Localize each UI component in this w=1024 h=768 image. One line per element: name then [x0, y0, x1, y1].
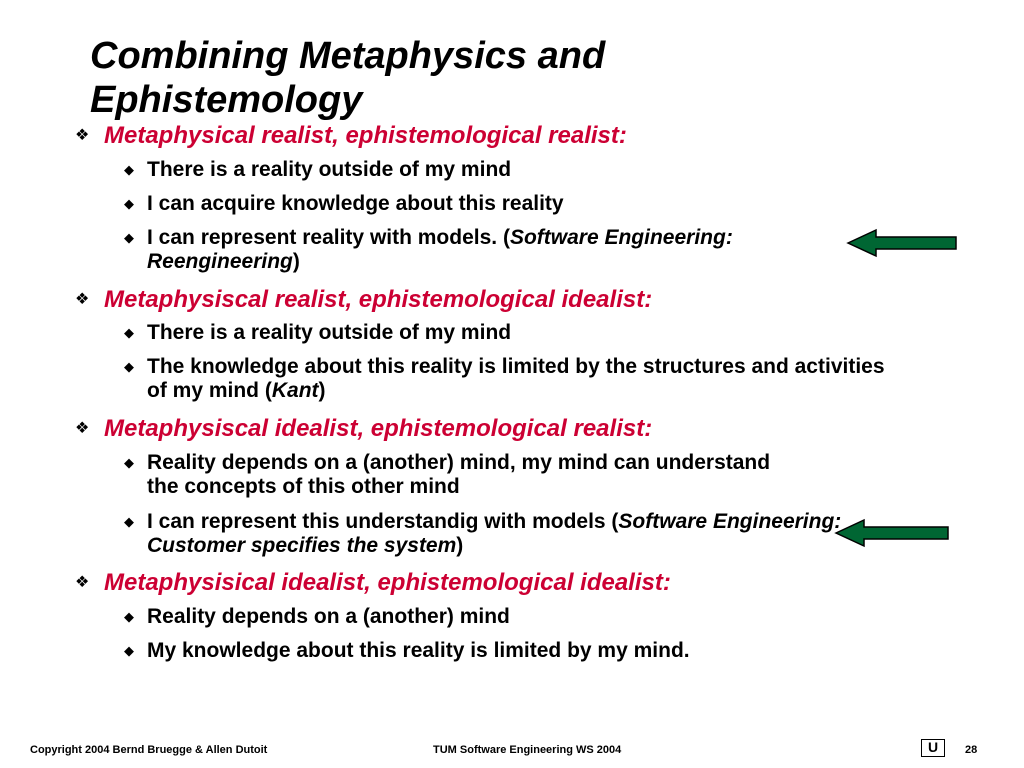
bullet-text: The knowledge about this reality is limited by the structures and activities of my mind (: [147, 355, 885, 402]
bullet-text: ): [318, 379, 326, 402]
green-left-arrow-icon: [846, 227, 958, 259]
slide-title: Combining Metaphysics and Ephistemology: [90, 35, 606, 121]
bullet-item: [147, 226, 867, 274]
diamond-bullet-icon: ◆: [124, 196, 134, 211]
bullet-item: I can acquire knowledge about this reality: [147, 192, 564, 215]
bullet-item: [147, 355, 887, 403]
section-heading: Metaphysical realist, ephistemological realist:: [104, 122, 627, 149]
diamond-bullet-icon: ◆: [124, 514, 134, 529]
diamond-bullet-icon: ◆: [124, 609, 134, 624]
bullet-item: My knowledge about this reality is limited by my mind.: [147, 639, 690, 662]
diamond-bullet-icon: ◆: [124, 162, 134, 177]
bullet-emphasis: Kant: [271, 379, 319, 402]
four-diamond-bullet-icon: ❖: [75, 291, 90, 308]
bullet-emphasis: Software Engineering: Reengineering: [147, 226, 733, 273]
diamond-bullet-icon: ◆: [124, 643, 134, 658]
bullet-text: ): [456, 534, 464, 557]
bullet-item: Reality depends on a (another) mind: [147, 605, 510, 628]
four-diamond-bullet-icon: ❖: [75, 574, 90, 591]
bullet-text: ): [292, 250, 300, 273]
section-heading: Metaphysiscal idealist, ephistemological realist:: [104, 415, 653, 442]
four-diamond-bullet-icon: ❖: [75, 420, 90, 437]
diamond-bullet-icon: ◆: [124, 359, 134, 374]
bullet-emphasis: Software Engineering: Customer specifies the system: [147, 510, 842, 557]
bullet-text: I can represent this understandig with models (: [147, 510, 619, 533]
diamond-bullet-icon: ◆: [124, 230, 134, 245]
diamond-bullet-icon: ◆: [124, 325, 134, 340]
section-heading: Metaphysisical idealist, ephistemological idealist:: [104, 569, 671, 596]
diamond-bullet-icon: ◆: [124, 455, 134, 470]
bullet-item: Reality depends on a (another) mind, my mind can understand the concepts of this other mind: [147, 451, 771, 498]
green-left-arrow-icon: [834, 517, 950, 549]
bullet-item: There is a reality outside of my mind: [147, 158, 512, 181]
bullet-item: There is a reality outside of my mind: [147, 321, 512, 344]
section-heading: Metaphysiscal realist, ephistemological idealist:: [104, 286, 653, 313]
tum-logo-icon: U: [921, 739, 945, 757]
footer-course: TUM Software Engineering WS 2004: [433, 744, 622, 756]
page-number: 28: [965, 744, 978, 756]
bullet-text: I can represent reality with models. (: [147, 226, 510, 249]
bullet-item: [147, 510, 847, 558]
four-diamond-bullet-icon: ❖: [75, 127, 90, 144]
footer-copyright: Copyright 2004 Bernd Bruegge & Allen Dutoit: [30, 744, 268, 756]
